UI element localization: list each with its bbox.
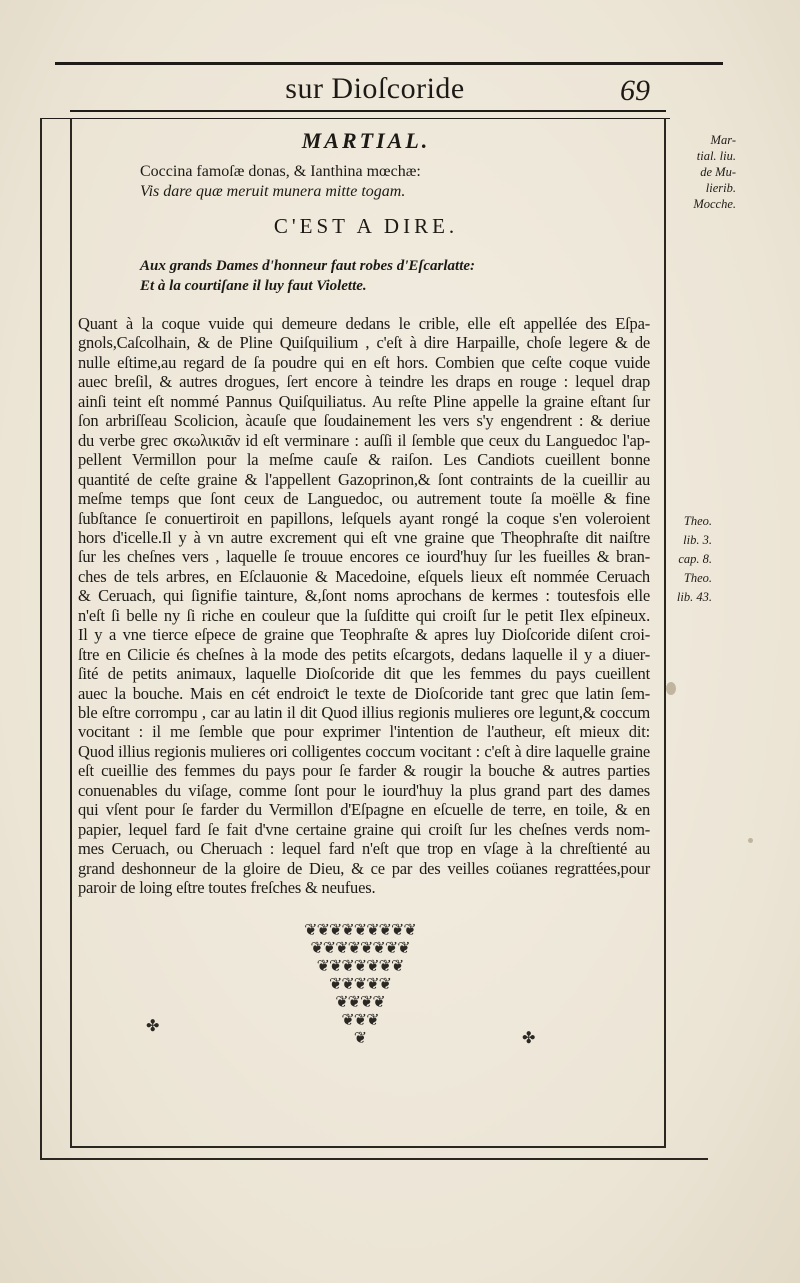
translation-heading: C'EST A DIRE.	[273, 214, 459, 238]
body-text-line: ſtre en Cilicie és cheſnes à la mode des petits eſcargots, dedans laquelle il y a diuer-	[78, 644, 650, 664]
body-text-line: qui vſent pour ſe farder du Vermillon d'Eſpagne en eſcuelle de terre, en toile, & en	[78, 800, 650, 820]
marginal-line: lib. 3.	[683, 533, 712, 547]
frame-bottom-rule	[70, 1146, 666, 1148]
ornament-row: ❦	[353, 1030, 367, 1047]
running-title: sur Dioſcoride	[285, 72, 465, 105]
body-text-line: ſité de petits animaux, laquelle Dioſcoride dit que les femmes du pays cueillent	[78, 664, 650, 684]
marginal-note-theophraste	[668, 512, 712, 607]
body-text-line: vocitant : il me ſemble que pour exprimer l'intention de l'autheur, eſt mieux dit:	[78, 722, 650, 742]
body-text-line: conuenables du viſage, comme ſont pour le iourd'huy la plus grand part des dames	[78, 780, 650, 800]
body-text-line: ble eſtre corrompu , car au latin il dit Quod illius regionis mulieres ore legunt,& coccum	[78, 703, 650, 722]
ornament-row: ❦❦❦❦❦❦❦❦❦	[304, 922, 416, 939]
marginal-line: tial. liu.	[696, 149, 736, 163]
body-text-line: ſon arbriſſeau Scolicion, àcauſe que ſoudainement les vers s'y engendrent : & deriue	[78, 411, 650, 431]
ornament-row: ❦❦❦❦❦❦❦	[316, 958, 404, 975]
marginal-line: lierib.	[705, 181, 736, 195]
body-text-line: auec breſil, & autres drogues, ſert encore à teindre les draps en rouge : lequel drap	[78, 372, 650, 392]
body-text-line: & Ceruach, qui ſignifie tainture, &,ſont noms aprochans de kermes : toutesfois elle	[78, 586, 650, 606]
marginal-note-martial	[668, 132, 736, 212]
marginal-line: Theo.	[683, 514, 712, 528]
ornament-row: ❦❦❦	[341, 1012, 379, 1029]
header-rule-bottom	[70, 110, 666, 112]
marginal-line: cap. 8.	[678, 552, 712, 566]
latin-verse-line: Vis dare quæ meruit munera mitte togam.	[140, 183, 406, 200]
ink-stain	[666, 682, 676, 695]
body-text-line: ſubſtance ſe conuertiroit en papillons, leſquels ayant rongé la coque s'en voleroient	[78, 508, 650, 528]
body-text-line: grand deshonneur de la gloire de Dieu, & ce par des veilles coüanes regrattées,pour	[78, 858, 650, 878]
body-text-line: Quod illius regionis mulieres ori colligentes coccum vocitant : c'eſt à dire laquelle graine	[78, 741, 650, 761]
body-text-line: ainſi teint eſt nommé Pannus Quiſquiliatus. Au reſte Pline appelle la graine eſtant ſur	[78, 391, 650, 411]
marginal-line: Mar-	[710, 133, 736, 147]
body-text-line: du verbe grec σκωλικιᾶν id eſt verminare : auſſi il ſemble que ceux du Languedoc l'ap-	[78, 430, 650, 450]
french-verse-line: Et à la courtiſane il luy faut Violette.	[140, 278, 367, 294]
body-text-line: papier, lequel fard ſe fait d'vne certaine graine qui croiſt ſur les cheſnes verds nom-	[78, 819, 650, 839]
latin-verse-line: Coccina famoſæ donas, & Ianthina mœchæ:	[140, 163, 421, 180]
body-text-line: meſme temps que ſont ceux de Languedoc, ou autrement toute ſa moëlle & fine	[78, 489, 650, 509]
ornament-row: ❦❦❦❦❦❦❦❦	[310, 940, 410, 957]
body-text-line: pellent Vermillon pour la meſme cauſe & raiſon. Les Candiots cueillent bonne	[78, 450, 650, 470]
ornament-row: ❦❦❦❦❦	[328, 976, 392, 993]
marginal-line: Mocche.	[693, 197, 736, 211]
body-text-line: hors d'icelle.Il y à vn autre excrement qui eſt vne graine que Theophraſte dit naiſtre	[78, 527, 650, 547]
body-text-line: ſur les cheſnes vers , laquelle ſe trouue encores ce iourd'huy ſur les fueilles & bran-	[78, 547, 650, 567]
marginal-line: de Mu-	[700, 165, 736, 179]
fleuron-left-icon: ✤	[146, 1018, 160, 1035]
fleuron-right-icon: ✤	[522, 1030, 536, 1047]
frame-outer-left-rule	[40, 118, 42, 1160]
body-text-line: gnols,Caſcolhain, & de Pline Quiſquilium , c'eſt à dire Harpaille, choſe legere & de	[78, 333, 650, 353]
body-text-line: Quant à la coque vuide qui demeure dedans le crible, elle eſt appellée des Eſpa-	[78, 314, 650, 333]
body-text-line: Il y a vne tierce eſpece de graine que Teophraſte & apres luy Dioſcoride diſent croi-	[78, 625, 650, 645]
marginal-line: Theo.	[683, 571, 712, 585]
body-text-line: eſt cueillie des femmes du pays pour ſe farder & rougir la bouche & autres parties	[78, 761, 650, 781]
marginal-line: lib. 43.	[676, 590, 712, 604]
french-verse-line: Aux grands Dames d'honneur faut robes d'Eſcarlatte:	[140, 258, 476, 274]
body-text-line: mes Ceruach, ou Cheruach : lequel fard n'eſt que trop en vſage à la chreſtienté au	[78, 839, 650, 859]
body-text-line: paroir de loing eſtre toutes freſches & neufues.	[78, 878, 376, 898]
body-text-line: nulle eſtime,au regard de ſa poudre qui en eſt hors. Combien que ceſte coque vuide	[78, 352, 650, 372]
poem-heading: MARTIAL.	[301, 128, 431, 153]
ink-stain	[748, 838, 753, 843]
page-number: 69	[620, 74, 650, 107]
header-rule-top	[55, 62, 723, 65]
body-text-line: n'eſt ſi belle ny ſi riche en couleur que la ſuſditte qui croiſt ſur le petit Ilex eſpineux.	[78, 605, 650, 625]
body-text-line: ches de tels arbres, en Eſclauonie & Macedoine, eſquels lieux eſt nommée Ceruach	[78, 566, 650, 586]
frame-outer-bottom-rule	[40, 1158, 708, 1160]
body-text-line: auec la bouche. Mais en cét endroiƈt le texte de Dioſcoride tant grec que latin ſem-	[78, 683, 650, 703]
body-text-line: quantité de ceſte graine & l'appellent Gazoprinon,& ſont contraints de la cueillir au	[78, 469, 650, 489]
ornament-row: ❦❦❦❦	[335, 994, 385, 1011]
